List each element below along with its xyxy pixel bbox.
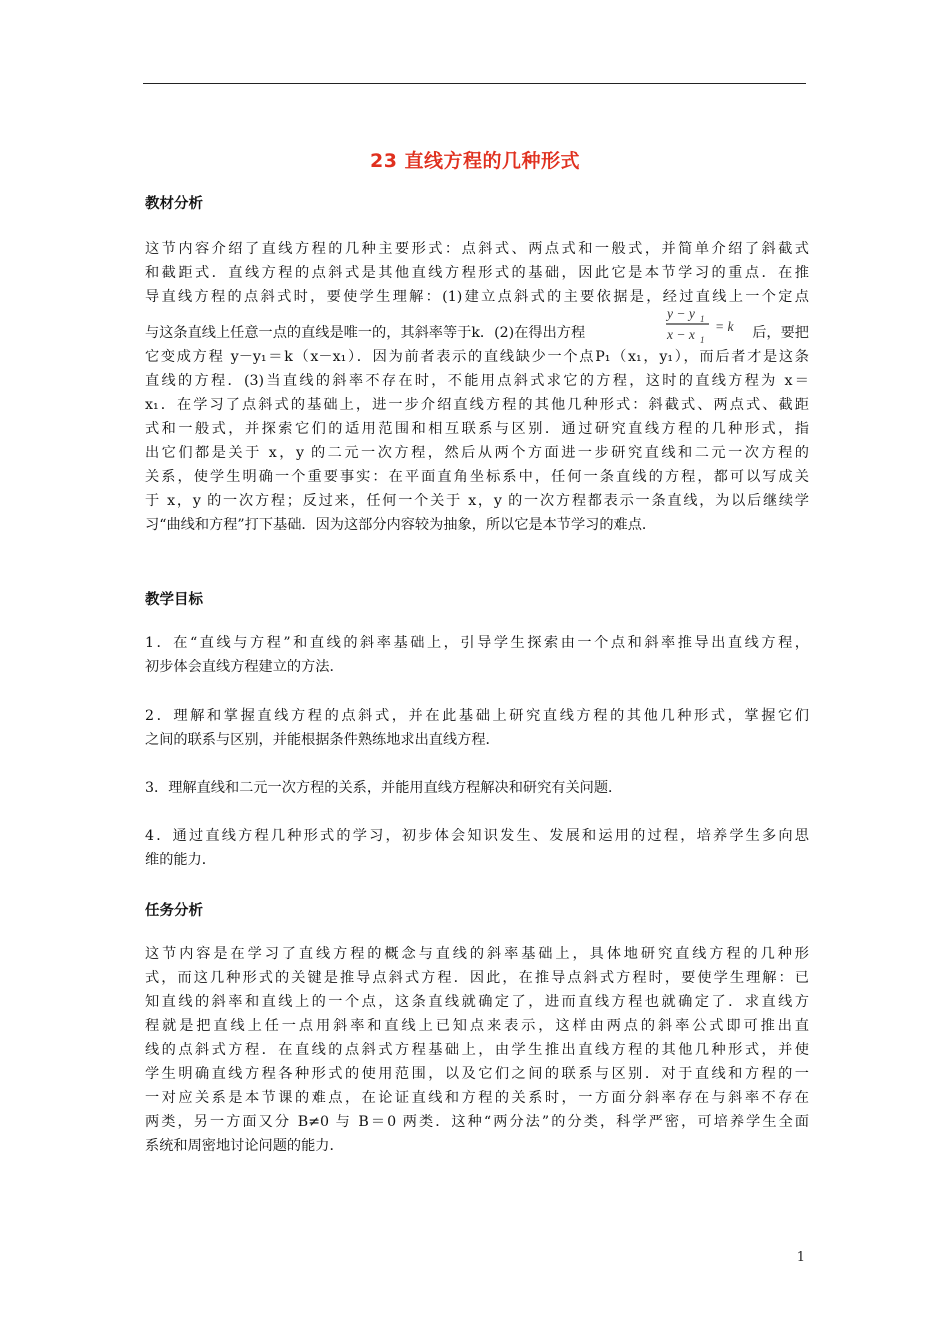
- section-heading-task: 任务分析: [145, 903, 203, 919]
- text-line: 它变成方程 y－y₁＝k（x－x₁）．因为前者表示的直线缺少一个点P₁（x₁，y₁），而后者才是这条: [145, 349, 809, 365]
- text-line: 4．通过直线方程几种形式的学习，初步体会知识发生、发展和运用的过程，培养学生多向思: [145, 828, 809, 844]
- text-line: 式，而这几种形式的关键是推导点斜式方程．因此，在推导点斜式方程时，要使学生理解：已: [145, 970, 809, 986]
- text-line: 和截距式．直线方程的点斜式是其他直线方程形式的基础，因此它是本节学习的重点．在推: [145, 265, 809, 281]
- text-line: 习“曲线和方程”打下基础．因为这部分内容较为抽象，所以它是本节学习的难点．: [145, 517, 657, 533]
- text-line: 出它们都是关于 x，y 的二元一次方程，然后从两个方面进一步研究直线和二元一次方程的: [145, 445, 809, 461]
- header-rule: [143, 83, 806, 84]
- text-line: 之间的联系与区别，并能根据条件熟练地求出直线方程．: [145, 732, 500, 748]
- fraction-formula: [663, 303, 743, 347]
- goal-item-1: [145, 631, 809, 679]
- text-line: 一对应关系是本节课的难点，在论证直线和方程的关系时，一方面分斜率存在与斜率不存在: [145, 1090, 809, 1106]
- text-line: 这节内容是在学习了直线方程的概念与直线的斜率基础上，具体地研究直线方程的几种形: [145, 946, 809, 962]
- text-line: 后，要把: [752, 325, 809, 341]
- text-line: 线的点斜式方程．在直线的点斜式方程基础上，由学生推出直线方程的其他几种形式，并使: [145, 1042, 809, 1058]
- svg-text:x − x: x − x: [667, 327, 695, 342]
- text-line: 知直线的斜率和直线上的一个点，这条直线就确定了，进而直线方程也就确定了．求直线方: [145, 994, 809, 1010]
- text-line: 式和一般式，并探索它们的适用范围和相互联系与区别．通过研究直线方程的几种形式，指: [145, 421, 809, 437]
- text-line: 直线的方程．(3)当直线的斜率不存在时，不能用点斜式求它的方程，这时的直线方程为 x＝: [145, 373, 809, 389]
- text-line: 维的能力．: [145, 852, 216, 868]
- text-line: 与这条直线上任意一点的直线是唯一的，其斜率等于k．(2)在得出方程: [145, 325, 586, 341]
- goal-item-3: [145, 776, 809, 800]
- text-line: 3．理解直线和二元一次方程的关系，并能用直线方程解决和研究有关问题．: [145, 780, 623, 796]
- text-line: 1．在“直线与方程”和直线的斜率基础上，引导学生探索由一个点和斜率推导出直线方程，: [145, 635, 809, 651]
- text-line: 2．理解和掌握直线方程的点斜式，并在此基础上研究直线方程的其他几种形式，掌握它们: [145, 708, 809, 724]
- goal-item-4: [145, 824, 809, 872]
- goal-item-2: [145, 704, 809, 752]
- svg-text:1: 1: [700, 314, 705, 324]
- text-line: x₁．在学习了点斜式的基础上，进一步介绍直线方程的其他几种形式：斜截式、两点式、截距: [145, 397, 809, 413]
- text-line: 于 x，y 的一次方程；反过来，任何一个关于 x，y 的一次方程都表示一条直线，为以后继续学: [145, 493, 809, 509]
- svg-text:= k: = k: [715, 319, 734, 334]
- task-paragraph: [145, 942, 809, 1158]
- analysis-paragraph: [145, 237, 809, 537]
- page-title: 23 直线方程的几种形式: [369, 150, 581, 172]
- svg-text:y − y: y − y: [667, 306, 695, 321]
- text-line: 初步体会直线方程建立的方法．: [145, 659, 344, 675]
- section-heading-goals: 教学目标: [145, 592, 203, 608]
- text-line: 两类，另一方面又分 B≠0 与 B＝0 两类．这种“两分法”的分类，科学严密，可培养学生全面: [145, 1114, 809, 1130]
- text-line: 关系，使学生明确一个重要事实：在平面直角坐标系中，任何一条直线的方程，都可以写成关: [145, 469, 809, 485]
- section-heading-analysis: 教材分析: [145, 196, 203, 212]
- text-line: 学生明确直线方程各种形式的使用范围，以及它们之间的联系与区别．对于直线和方程的一: [145, 1066, 809, 1082]
- text-line: 系统和周密地讨论问题的能力．: [145, 1138, 344, 1154]
- svg-text:1: 1: [700, 335, 705, 345]
- text-line: 程就是把直线上任一点用斜率和直线上已知点来表示，这样由两点的斜率公式即可推出直: [145, 1018, 809, 1034]
- text-line: 导直线方程的点斜式时，要使学生理解：(1)建立点斜式的主要依据是，经过直线上一个定点: [145, 289, 809, 305]
- page-number: 1: [796, 1250, 805, 1265]
- formula-line: [145, 306, 809, 345]
- text-line: 这节内容介绍了直线方程的几种主要形式：点斜式、两点式和一般式，并简单介绍了斜截式: [145, 241, 809, 257]
